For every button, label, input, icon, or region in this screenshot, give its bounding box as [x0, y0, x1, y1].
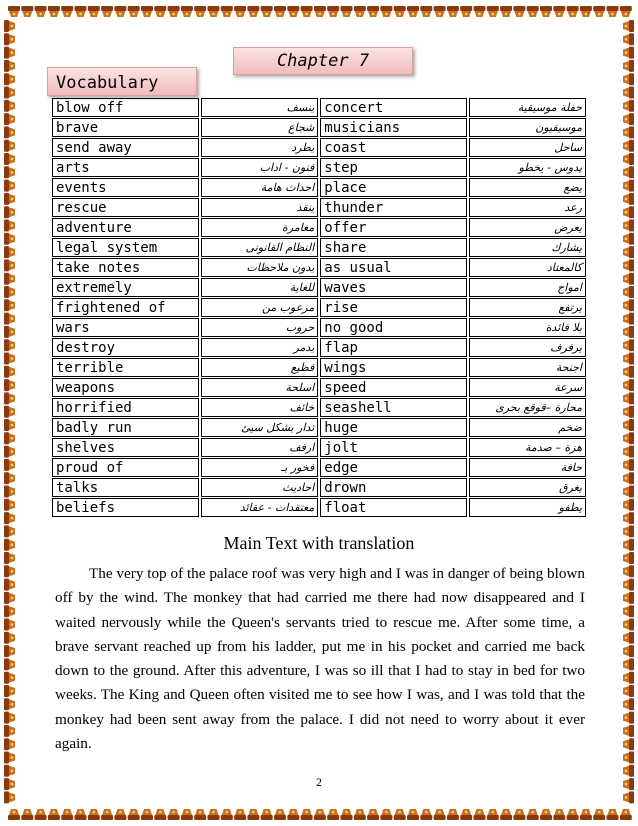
- vocabulary-row: [52, 118, 586, 137]
- arabic-translation: يغرق: [469, 478, 586, 497]
- arabic-translation: رعد: [469, 198, 586, 217]
- english-term: extremely: [52, 278, 199, 297]
- arabic-translation: فخور بـ: [201, 458, 318, 477]
- english-term: destroy: [52, 338, 199, 357]
- vocabulary-row: [52, 298, 586, 317]
- arabic-translation: النظام القانونى: [201, 238, 318, 257]
- arabic-translation: محارة –قوقع بحرى: [469, 398, 586, 417]
- english-term: thunder: [320, 198, 466, 217]
- vocabulary-table: [50, 97, 588, 518]
- vocabulary-row: [52, 318, 586, 337]
- main-text-heading: Main Text with translation: [223, 533, 415, 553]
- vocabulary-row: [52, 258, 586, 277]
- english-term: coast: [320, 138, 466, 157]
- arabic-translation: احداث هامة: [201, 178, 318, 197]
- arabic-translation: يدمر: [201, 338, 318, 357]
- arabic-translation: شجاع: [201, 118, 318, 137]
- vocabulary-row: [52, 138, 586, 157]
- english-term: drown: [320, 478, 466, 497]
- english-term: jolt: [320, 438, 466, 457]
- vocabulary-title: Vocabulary: [47, 67, 197, 96]
- arabic-translation: خائف: [201, 398, 318, 417]
- english-term: musicians: [320, 118, 466, 137]
- english-term: shelves: [52, 438, 199, 457]
- chapter-title: Chapter 7: [233, 47, 413, 75]
- arabic-translation: حافة: [469, 458, 586, 477]
- english-term: step: [320, 158, 466, 177]
- english-term: legal system: [52, 238, 199, 257]
- english-term: wings: [320, 358, 466, 377]
- english-term: blow off: [52, 98, 199, 117]
- vocabulary-row: [52, 398, 586, 417]
- vocabulary-row: [52, 418, 586, 437]
- main-text-paragraph: The very top of the palace roof was very high and I was in danger of being blown off by the wind. The monkey that had carried me there had now disappeared and I waited nervously while the Queen's servants tried to rescue me. After some time, a brave servant reached up from his ladder, put me in his pocket and carried me back down to the ground. After this adventure, I was so ill that I had to stay in bed for two weeks. The King and Queen often visited me to see how I was, and I was told that the monkey had been sent away from the palace. I did not need to worry about it ever again.: [55, 565, 585, 753]
- arabic-translation: مرعوب من: [201, 298, 318, 317]
- arabic-translation: تدار بشكل سيئ: [201, 418, 318, 437]
- english-term: adventure: [52, 218, 199, 237]
- english-term: rescue: [52, 198, 199, 217]
- arabic-translation: اجنحة: [469, 358, 586, 377]
- vocabulary-row: [52, 158, 586, 177]
- vocabulary-row: [52, 178, 586, 197]
- english-term: speed: [320, 378, 466, 397]
- english-term: float: [320, 498, 466, 517]
- arabic-translation: اسلحة: [201, 378, 318, 397]
- vocabulary-row: [52, 278, 586, 297]
- english-term: proud of: [52, 458, 199, 477]
- english-term: no good: [320, 318, 466, 337]
- english-term: horrified: [52, 398, 199, 417]
- english-term: brave: [52, 118, 199, 137]
- arabic-translation: كالمعتاد: [469, 258, 586, 277]
- arabic-translation: موسيقيون: [469, 118, 586, 137]
- arabic-translation: ينقذ: [201, 198, 318, 217]
- english-term: waves: [320, 278, 466, 297]
- arabic-translation: يشارك: [469, 238, 586, 257]
- english-term: concert: [320, 98, 466, 117]
- english-term: as usual: [320, 258, 466, 277]
- english-term: rise: [320, 298, 466, 317]
- english-term: take notes: [52, 258, 199, 277]
- arabic-translation: ارفف: [201, 438, 318, 457]
- arabic-translation: يرفرف: [469, 338, 586, 357]
- english-term: seashell: [320, 398, 466, 417]
- vocabulary-row: [52, 378, 586, 397]
- arabic-translation: فظيع: [201, 358, 318, 377]
- english-term: terrible: [52, 358, 199, 377]
- english-term: place: [320, 178, 466, 197]
- vocabulary-row: [52, 338, 586, 357]
- arabic-translation: يدون ملاحظات: [201, 258, 318, 277]
- english-term: flap: [320, 338, 466, 357]
- arabic-translation: يطفو: [469, 498, 586, 517]
- vocabulary-row: [52, 498, 586, 517]
- english-term: wars: [52, 318, 199, 337]
- page-number: 2: [316, 775, 322, 789]
- arabic-translation: سرعة: [469, 378, 586, 397]
- english-term: share: [320, 238, 466, 257]
- english-term: huge: [320, 418, 466, 437]
- vocabulary-row: [52, 458, 586, 477]
- vocabulary-row: [52, 198, 586, 217]
- arabic-translation: يطرد: [201, 138, 318, 157]
- vocabulary-row: [52, 218, 586, 237]
- english-term: frightened of: [52, 298, 199, 317]
- vocabulary-row: [52, 238, 586, 257]
- arabic-translation: احاديث: [201, 478, 318, 497]
- arabic-translation: يرتفع: [469, 298, 586, 317]
- arabic-translation: امواج: [469, 278, 586, 297]
- arabic-translation: معتقدات - عقائد: [201, 498, 318, 517]
- english-term: events: [52, 178, 199, 197]
- english-term: offer: [320, 218, 466, 237]
- english-term: badly run: [52, 418, 199, 437]
- arabic-translation: حروب: [201, 318, 318, 337]
- english-term: edge: [320, 458, 466, 477]
- arabic-translation: مغامرة: [201, 218, 318, 237]
- arabic-translation: حفلة موسيقية: [469, 98, 586, 117]
- arabic-translation: للغاية: [201, 278, 318, 297]
- arabic-translation: يدوس - يخطو: [469, 158, 586, 177]
- vocabulary-row: [52, 98, 586, 117]
- english-term: weapons: [52, 378, 199, 397]
- arabic-translation: ضخم: [469, 418, 586, 437]
- vocabulary-row: [52, 358, 586, 377]
- arabic-translation: فنون - اداب: [201, 158, 318, 177]
- vocabulary-row: [52, 438, 586, 457]
- english-term: beliefs: [52, 498, 199, 517]
- english-term: talks: [52, 478, 199, 497]
- arabic-translation: يعرض: [469, 218, 586, 237]
- arabic-translation: ساحل: [469, 138, 586, 157]
- vocabulary-row: [52, 478, 586, 497]
- english-term: arts: [52, 158, 199, 177]
- arabic-translation: هزة – صدمة: [469, 438, 586, 457]
- arabic-translation: بلا فائدة: [469, 318, 586, 337]
- english-term: send away: [52, 138, 199, 157]
- arabic-translation: ينسف: [201, 98, 318, 117]
- arabic-translation: يضع: [469, 178, 586, 197]
